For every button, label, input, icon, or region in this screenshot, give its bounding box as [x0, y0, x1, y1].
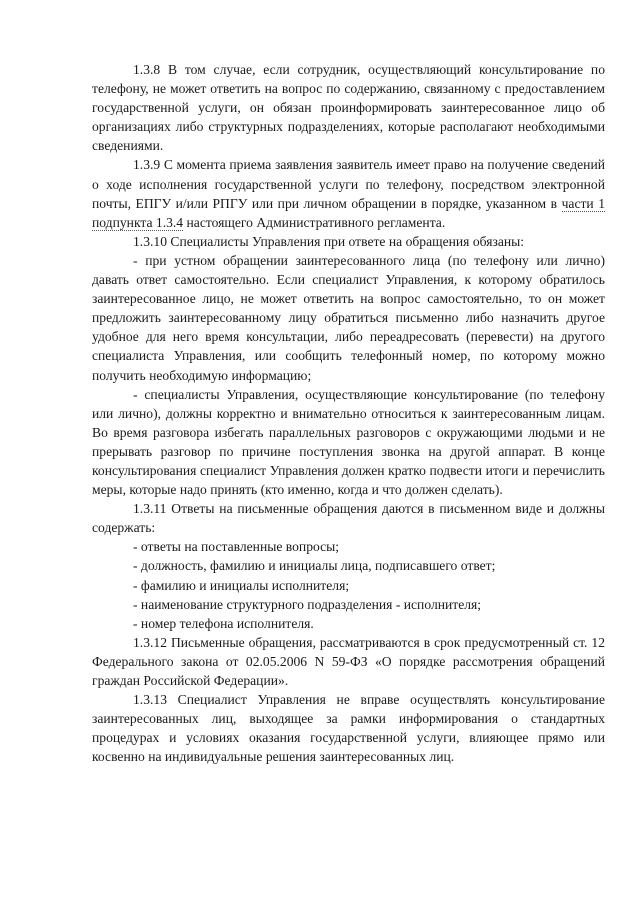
paragraph-1-3-8: 1.3.8 В том случае, если сотрудник, осуществляющий консультирование по телефону, не может ответить на вопрос по содержанию, связанному с предоставлением государственной услуги, он обязан проинформировать заинтересованное лицо об организациях либо структурных подразделениях, которые располагают необходимыми сведениями. — [92, 62, 605, 154]
paragraph-oral-inquiry: - при устном обращении заинтересованного лица (по телефону или лично) давать ответ самостоятельно. Если специалист Управления, к которому обратилось заинтересованное лицо, не может ответить на вопрос самостоятельно, то он может предложить заинтересованному лицу обратиться письменно либо назначить другое удобное для него время консультации, либо переадресовать (перевести) на другого специалиста Управления, или сообщить телефонный номер, по которому можно получить необходимую информацию; — [92, 252, 605, 383]
list-item: - должность, фамилию и инициалы лица, подписавшего ответ; — [133, 558, 496, 574]
paragraph-1-3-11: 1.3.11 Ответы на письменные обращения даются в письменном виде и должны содержать: — [92, 501, 605, 536]
paragraph-1-3-9-text-end: настоящего Административного регламента. — [183, 214, 446, 230]
reference-link[interactable]: части 1 подпункта 1.3.4 — [92, 195, 605, 230]
paragraph-1-3-12: 1.3.12 Письменные обращения, рассматриваются в срок предусмотренный ст. 12 Федерального закона от 02.05.2006 N 59-ФЗ «О порядке рассмотрения обращений граждан Российской Федерации». — [92, 634, 605, 688]
paragraph-consulting-conduct: - специалисты Управления, осуществляющие консультирование (по телефону или лично), должны корректно и внимательно относиться к заинтересованным лицам. Во время разговора избегать параллельных разговоров с окружающими людьми и не прерывать разговор по причине поступления звонка на другой аппарат. В конце консультирования специалист Управления должен кратко подвести итоги и перечислить меры, которые надо принять (кто именно, когда и что должен сделать). — [92, 386, 605, 498]
paragraph-1-3-10: 1.3.10 Специалисты Управления при ответе на обращения обязаны: — [133, 233, 525, 249]
paragraph-1-3-9-text-start: 1.3.9 С момента приема заявления заявитель имеет право на получение сведений о ходе исполнения государственной услуги по телефону, посредством электронной почты, ЕПГУ и/или РПГУ или при личном обращении в порядке, указанном в — [92, 157, 605, 211]
paragraph-1-3-13: 1.3.13 Специалист Управления не вправе осуществлять консультирование заинтересованных лиц, выходящее за рамки информирования о стандартных процедурах и условиях оказания государственной услуги, влияющее прямо или косвенно на индивидуальные решения заинтересованных лиц. — [92, 692, 605, 765]
list-item: - наименование структурного подразделения - исполнителя; — [133, 596, 482, 612]
paragraph-1-3-9 — [92, 155, 605, 231]
list-item: - ответы на поставленные вопросы; — [133, 539, 340, 555]
list-item: - номер телефона исполнителя. — [133, 615, 314, 631]
list-item: - фамилию и инициалы исполнителя; — [133, 577, 350, 593]
